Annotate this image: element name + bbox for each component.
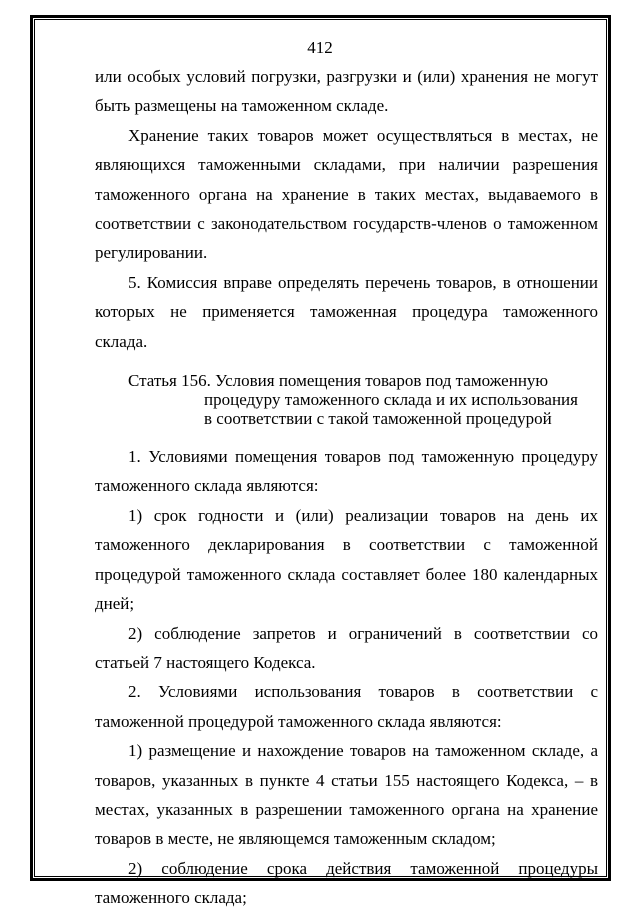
article-heading-line: процедуру таможенного склада и их использования: [204, 390, 578, 410]
document-body: [95, 62, 598, 913]
paragraph: Хранение таких товаров может осуществляться в местах, не являющихся таможенными складами, при наличии разрешения таможенного органа на хранение в таких местах, выдаваемого в соответствии с законодательством государств-членов о таможенном регулировании.: [95, 125, 598, 263]
paragraph: 2) соблюдение срока действия таможенной процедуры таможенного склада;: [95, 858, 598, 908]
paragraph: 2) соблюдение запретов и ограничений в соответствии со статьей 7 настоящего Кодекса.: [95, 623, 598, 672]
article-heading: [95, 371, 598, 428]
page-number: 412: [307, 38, 333, 57]
paragraph: 1) срок годности и (или) реализации товаров на день их таможенного декларирования в соответствии с таможенной процедурой таможенного склада составляет более 180 календарных дней;: [95, 505, 598, 614]
article-heading-line: Статья 156. Условия помещения товаров под таможенную: [128, 371, 549, 391]
paragraph: 1) размещение и нахождение товаров на таможенном складе, а товаров, указанных в пункте 4 статьи 155 настоящего Кодекса, – в местах, указанных в разрешении таможенного органа на хранение товаров в месте, не являющемся таможенным складом;: [95, 741, 598, 849]
article-heading-line: в соответствии с такой таможенной процедурой: [204, 409, 552, 429]
paragraph: 2. Условиями использования товаров в соответствии с таможенной процедурой таможенного склада являются:: [95, 682, 598, 731]
paragraph: 5. Комиссия вправе определять перечень товаров, в отношении которых не применяется таможенная процедура таможенного склада.: [95, 272, 598, 351]
paragraph: 1. Условиями помещения товаров под таможенную процедуру таможенного склада являются:: [95, 447, 598, 496]
paragraph: или особых условий погрузки, разгрузки и (или) хранения не могут быть размещены на таможенном складе.: [95, 67, 598, 116]
